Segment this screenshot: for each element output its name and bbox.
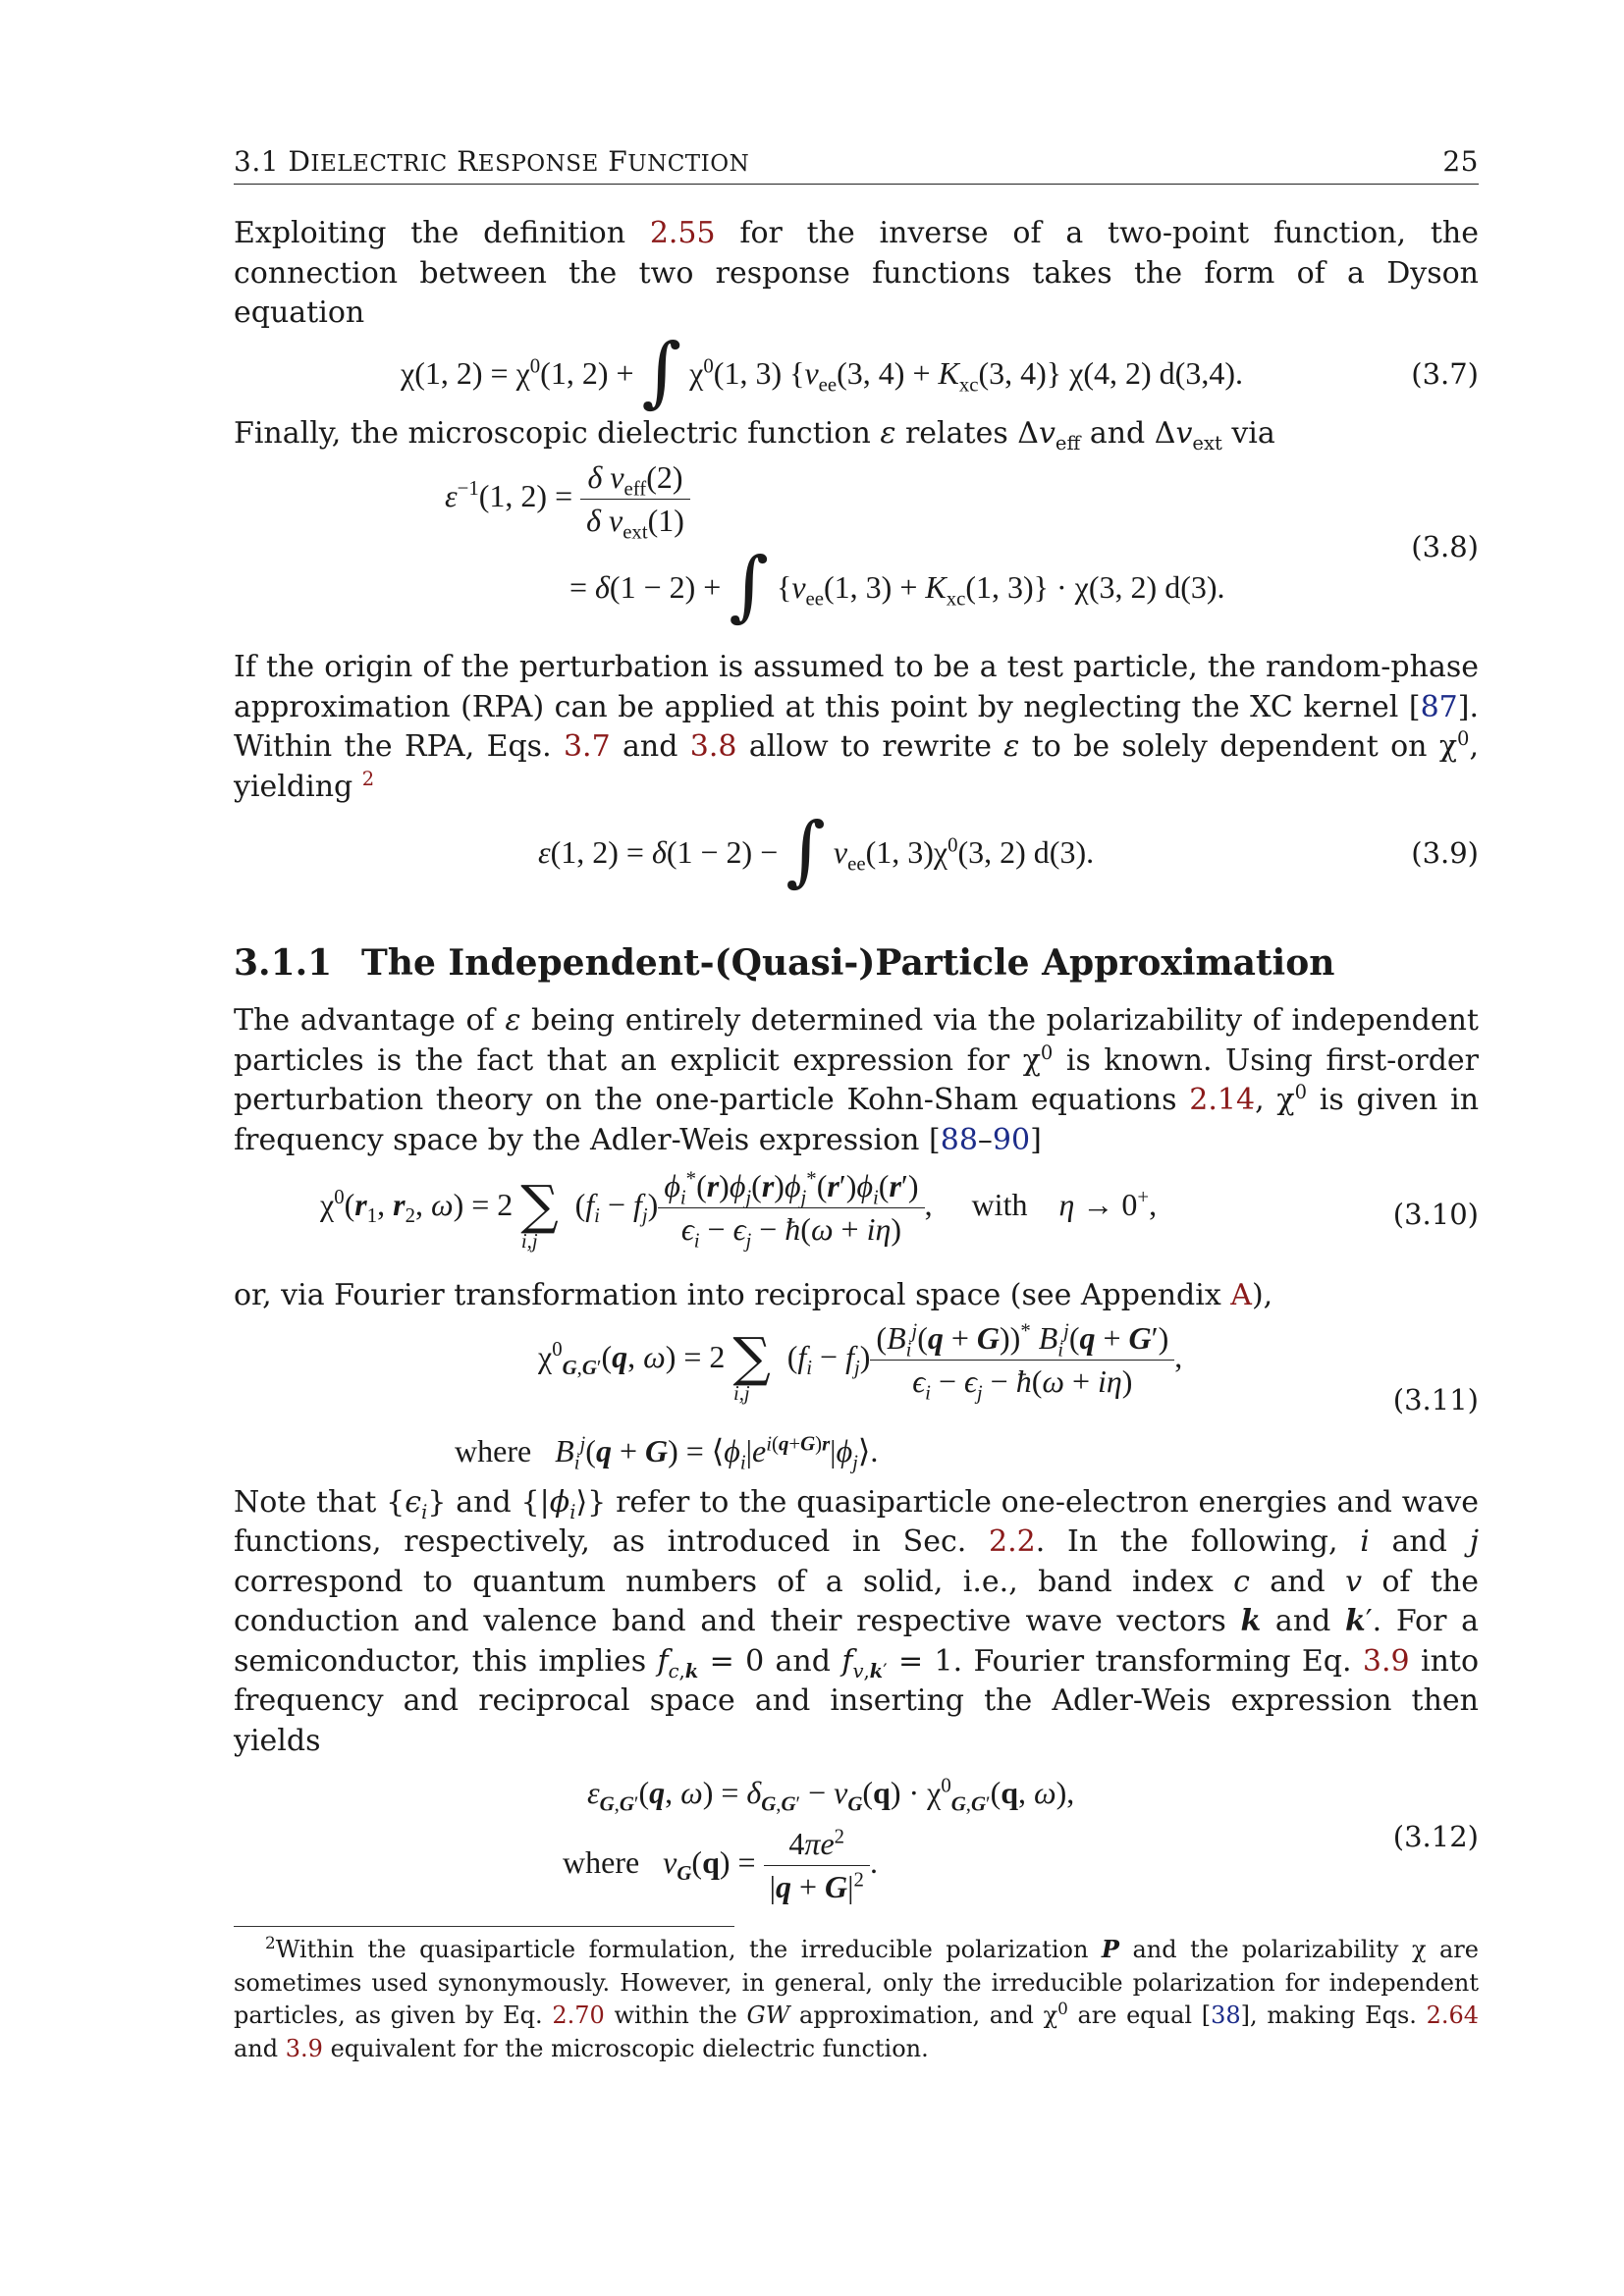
ref-2-64[interactable]: 2.64: [1426, 2002, 1480, 2029]
page-number: 25: [1442, 145, 1479, 178]
paragraph-dyson-intro: Exploiting the definition 2.55 for the inverse of a two-point function, the connection between the two response functions takes the form of a Dyson equation: [234, 216, 1479, 330]
ref-90[interactable]: 90: [992, 1122, 1031, 1157]
footnote-mark-2[interactable]: 2: [361, 767, 375, 790]
equation-3-9: ε(1, 2) = δ(1 − 2) − ∫ $v_{ee}(1$, $3)\chi^0(3$, 2) d(3). (3.9): [538, 807, 1479, 895]
ref-2-70[interactable]: 2.70: [552, 2002, 605, 2029]
equation-number: (3.8): [1411, 530, 1479, 563]
paragraph-microscopic-dielectric: Finally, the microscopic dielectric function ε relates $\Delta v_{eff}$ and $\Delta v_{ext}$ via: [234, 415, 1275, 454]
equation-3-11: $\chi^0_{G,G'}(q$, ω) = 2 $\sum_{i,j}(f_i - f_j)$ $\frac{(B_i^j(q + G))^* B_i^j(q + G')}{\epsilon_i - \epsilon_j - ħ(\omega + i\eta)}$ , where $B_i^j(q + G)$ = $⟨\phi_i|e^{i(q+G)r}|\phi_j⟩$. (3.11): [455, 1318, 1479, 1473]
ref-3-8[interactable]: 3.8: [689, 729, 737, 764]
footnote-2: $^2$Within the quasiparticle formulation, the irreducible polarization P and the polarizability χ are sometimes used synonymously. However, in general, only the irreducible polarization for independent particles, as given by Eq. 2.70 within the GW approximation, and $\chi^0$ are equal [38], making Eqs. 2.64 and 3.9 equivalent for the microscopic dielectric function.: [234, 1933, 1480, 2062]
equation-number: (3.12): [1392, 1820, 1479, 1853]
ref-38[interactable]: 38: [1211, 2002, 1241, 2029]
equation-number: (3.11): [1392, 1382, 1479, 1416]
paragraph-quasiparticle: Note that $\{\epsilon_i\}$ and $\{|\phi_i⟩\}$ refer to the quasiparticle one-electron energies and wave functions, respectively, as introduced in Sec. 2.2. In the following, i and j correspond to quantum numbers of a solid, i.e., band index c and v of the conduction and valence band and their respective wave vectors k and k′. For a semiconductor, this implies $f_{c,k} = 0$ and $f_{v,k'} = 1$. Fourier transforming Eq. 3.9 into frequency and reciprocal space and inserting the Adler-Weis expression then yields: [234, 1484, 1480, 1758]
equation-number: (3.7): [1411, 356, 1479, 391]
page: [234, 145, 1479, 2065]
ref-appendix-a[interactable]: A: [1230, 1278, 1252, 1312]
ref-2-2[interactable]: 2.2: [989, 1524, 1036, 1559]
equation-number: (3.10): [1392, 1198, 1479, 1231]
footnote-rule: [234, 1926, 734, 1927]
ref-2-14[interactable]: 2.14: [1189, 1083, 1256, 1117]
equation-number: (3.9): [1411, 836, 1479, 870]
equation-3-8: $\varepsilon^{-1}(1$, 2) = $\frac{\delta v_{eff}(2)}{\delta v_{ext}(1)}$ = δ(1 − 2) + ∫ {$v_{ee}(1$, $3) + K_{xc}(1$, 3)} · χ(3, 2) d(3). (3.8): [445, 459, 1479, 630]
equation-3-12: $\varepsilon_{G,G'}(q$, $\omega) = \delta_{G,G'} - v_G(q) \cdot \chi^0_{G,G'}(q$, ω), where $v_G(q)$ = $\frac{4\pi e^2}{|q + G|^2}$ . (3.12): [563, 1774, 1479, 1904]
ref-3-9[interactable]: 3.9: [1362, 1643, 1410, 1679]
equation-3-10: $\chi^0(r_1$, $r_2$, ω) = 2 $\sum_{i,j}(f_i - f_j)$ $\frac{\phi_i^*(r)\phi_j(r)\phi_j^*(r')\phi_i(r')}{\epsilon_i - \epsilon_j - ħ(\omega + i\eta)}$ , with η → 0+, (3.10): [320, 1167, 1479, 1254]
ref-3-7[interactable]: 3.7: [563, 729, 611, 764]
running-header: [234, 145, 1479, 185]
ref-87[interactable]: 87: [1420, 689, 1458, 724]
ref-2-55[interactable]: 2.55: [649, 216, 716, 250]
section-heading: 3.1.1 The Independent-(Quasi-)Particle Approximation: [234, 942, 1335, 984]
paragraph-rpa: If the origin of the perturbation is assumed to be a test particle, the random-phase approximation (RPA) can be applied at this point by neglecting the XC kernel [87]. Within the RPA, Eqs. 3.7 and 3.8 allow to rewrite ε to be solely dependent on $\chi^0$, yielding $^2$: [234, 650, 1479, 804]
paragraph-fourier: or, via Fourier transformation into reciprocal space (see Appendix A),: [234, 1278, 1273, 1312]
equation-3-7: χ(1, $2) = \chi^0(1$, 2) + ∫ $\chi^0(1$, 3) {$v_{ee}(3$, $4) + K_{xc}(3$, 4)} χ(4, 2) d(3,4). (3.7): [401, 327, 1479, 416]
ref-88[interactable]: 88: [940, 1122, 978, 1157]
paragraph-independent-particles: The advantage of ε being entirely determined via the polarizability of independent particles is the fact that an explicit expression for $\chi^0$ is known. Using first-order perturbation theory on the one-particle Kohn-Sham equations 2.14, $\chi^0$ is given in frequency space by the Adler-Weis expression [88–90]: [234, 1003, 1480, 1157]
ref-3-9-foot[interactable]: 3.9: [285, 2034, 323, 2062]
header-title: 3.1 DIELECTRIC RESPONSE FUNCTION: [234, 145, 750, 178]
